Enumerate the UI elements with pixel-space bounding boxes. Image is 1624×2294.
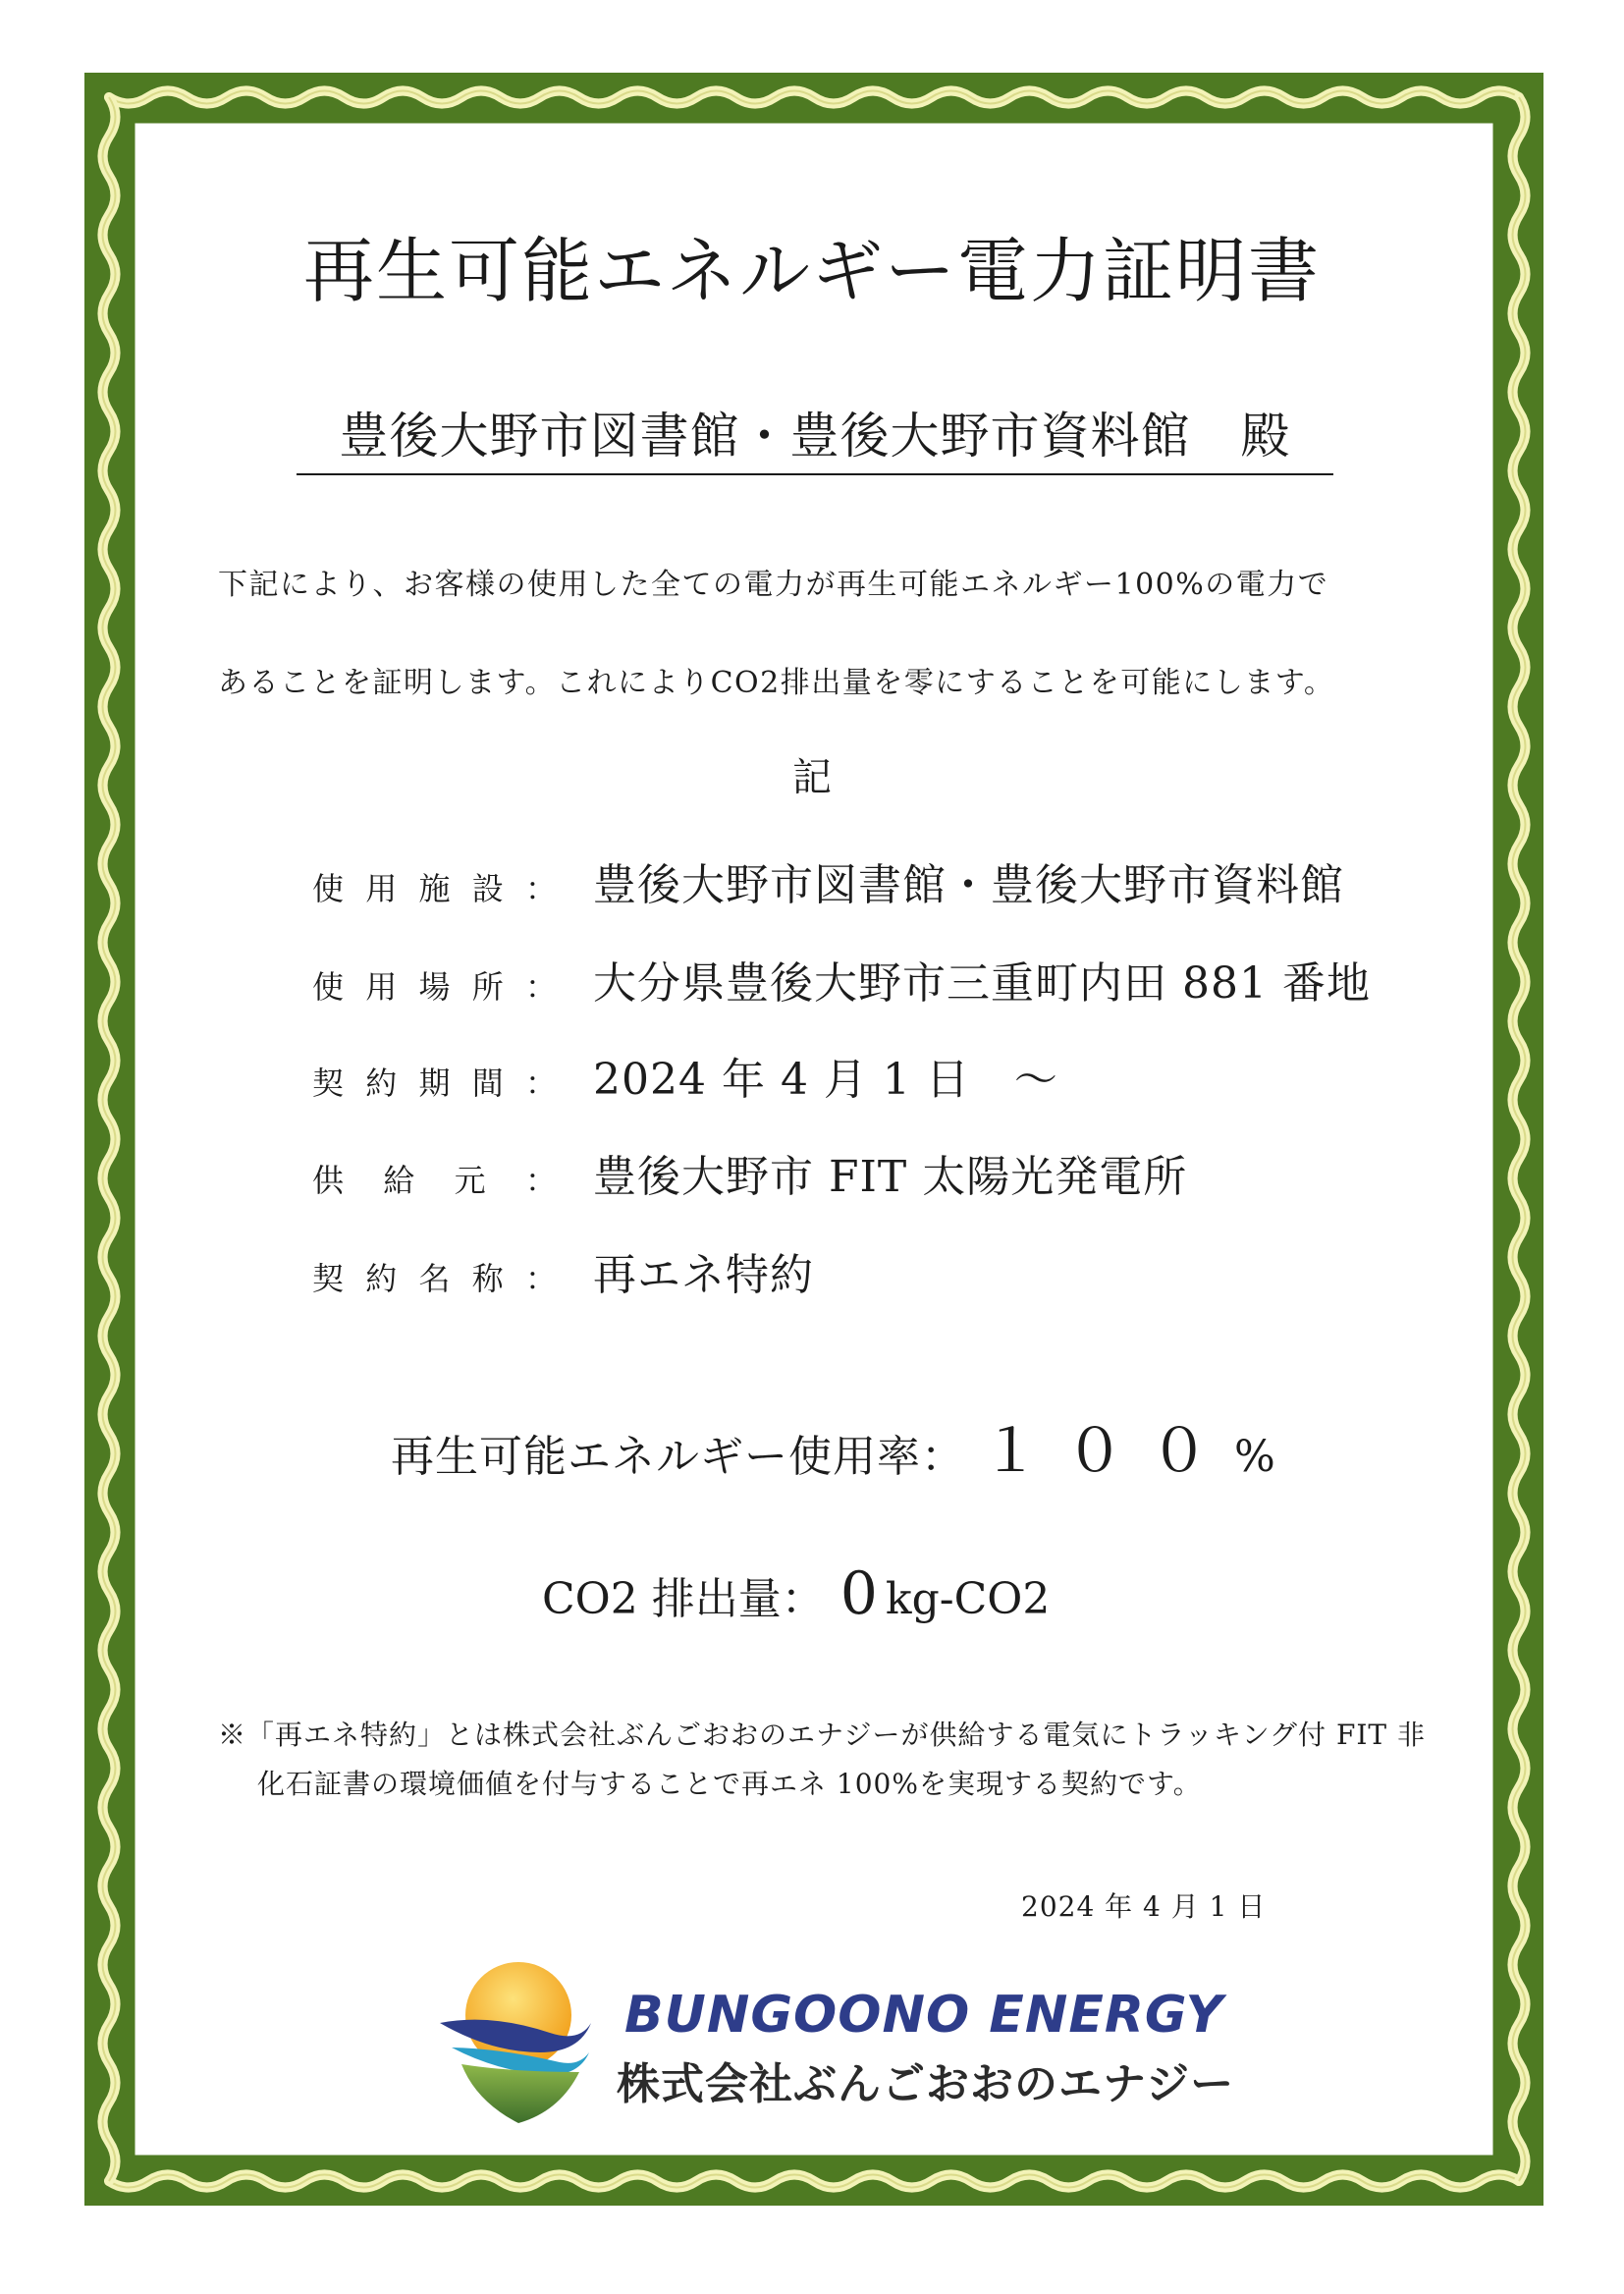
co2-emission: [542, 1559, 1050, 1628]
detail-label: 使 用 場 所 ：: [312, 968, 558, 1006]
detail-value: 2024 年 4 月 1 日 ～: [593, 1055, 1058, 1105]
detail-row-contract-period: [312, 1044, 1058, 1107]
detail-row-location: [312, 948, 1371, 1010]
footnote-line-1: ※「再エネ特約」とは株式会社ぶんごおおのエナジーが供給する電気にトラッキング付 FIT 非: [218, 1719, 1427, 1751]
body-paragraph-line-2: あることを証明します。これによりCO2排出量を零にすることを可能にします。: [218, 666, 1335, 700]
co2-unit: kg-CO2: [885, 1574, 1051, 1624]
page-title: 再生可能エネルギー電力証明書: [302, 230, 1321, 312]
detail-row-facility: [312, 849, 1344, 912]
renewable-rate: [391, 1404, 1276, 1489]
company-name-jp: 株式会社ぶんごおおのエナジー: [617, 2059, 1235, 2109]
detail-value: 大分県豊後大野市三重町内田 881 番地: [593, 958, 1371, 1009]
renewable-rate-unit: %: [1234, 1432, 1276, 1482]
issue-date: 2024 年 4 月 1 日: [1021, 1890, 1267, 1923]
body-paragraph-line-1: 下記により、お客様の使用した全ての電力が再生可能エネルギー100%の電力で: [218, 568, 1329, 602]
detail-label: 契 約 期 間 ：: [312, 1065, 558, 1102]
co2-label: CO2 排出量：: [542, 1574, 825, 1624]
footnote: [218, 1711, 1426, 1809]
renewable-rate-value: １００: [981, 1417, 1234, 1486]
sun-over-water-shield-icon: [432, 1954, 599, 2126]
detail-label: 供 給 元 ：: [312, 1162, 558, 1199]
addressee: 豊後大野市図書館・豊後大野市資料館 殿: [297, 397, 1333, 475]
detail-value: 豊後大野市 FIT 太陽光発電所: [593, 1152, 1188, 1202]
detail-label: 契 約 名 称 ：: [312, 1260, 558, 1297]
detail-row-contract-name: [312, 1239, 814, 1302]
renewable-rate-label: 再生可能エネルギー使用率：: [391, 1432, 965, 1482]
detail-value: 再エネ特約: [593, 1250, 814, 1300]
footnote-line-2: 化石証書の環境価値を付与することで再エネ 100%を実現する契約です。: [257, 1768, 1202, 1800]
ki-heading: 記: [792, 755, 832, 800]
detail-row-supplier: [312, 1141, 1187, 1204]
co2-value: 0: [839, 1559, 878, 1628]
detail-value: 豊後大野市図書館・豊後大野市資料館: [593, 860, 1344, 910]
detail-label: 使 用 施 設 ：: [312, 870, 558, 907]
company-name-en: BUNGOONO ENERGY: [624, 1986, 1224, 2045]
